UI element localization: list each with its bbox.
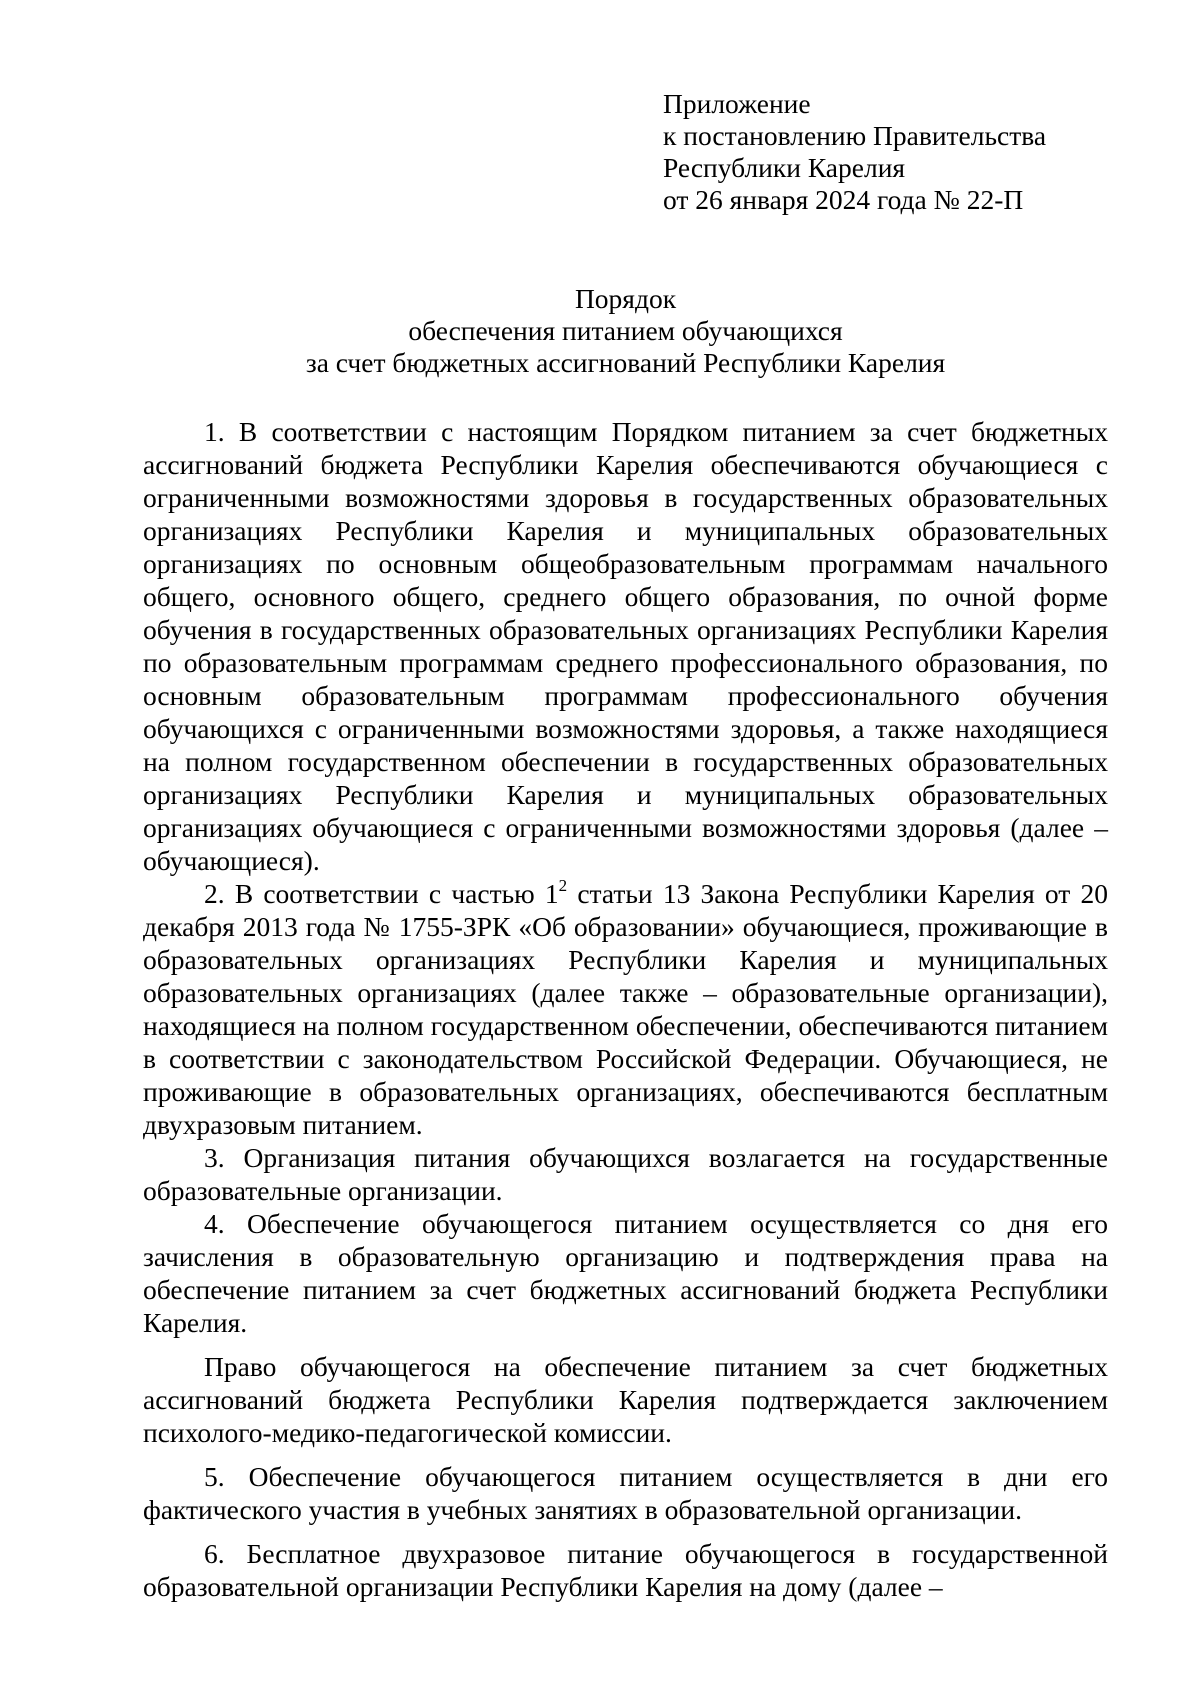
document-title (143, 283, 1108, 379)
title-line-2: обеспечения питанием обучающихся (408, 315, 843, 346)
paragraph-3: 3. Организация питания обучающихся возлагается на государственные образовательные организации. (143, 1142, 1108, 1206)
approval-line-3: Республики Карелия (663, 152, 906, 183)
approval-line-4: от 26 января 2024 года № 22-П (663, 184, 1024, 215)
paragraph-6: 6. Бесплатное двухразовое питание обучающегося в государственной образовательной организации Республики Карелия на дому (далее – (143, 1538, 1108, 1602)
paragraph-5: 5. Обеспечение обучающегося питанием осуществляется в дни его фактического участия в учебных занятиях в образовательной организации. (143, 1461, 1108, 1525)
paragraph-2-superscript: 2 (558, 876, 568, 895)
title-line-1: Порядок (574, 283, 677, 314)
approval-line-1: Приложение (663, 88, 811, 119)
paragraph-4-continuation: Право обучающегося на обеспечение питанием за счет бюджетных ассигнований бюджета Республики Карелия подтверждается заключением психолого-медико-педагогической комиссии. (143, 1351, 1108, 1448)
paragraph-4: 4. Обеспечение обучающегося питанием осуществляется со дня его зачисления в образовательную организацию и подтверждения права на обеспечение питанием за счет бюджетных ассигнований бюджета Республики Карелия. (143, 1208, 1108, 1338)
approval-stamp-block (663, 88, 1143, 216)
paragraph-2 (143, 877, 1108, 1141)
title-line-3: за счет бюджетных ассигнований Республики Карелия (305, 347, 946, 378)
paragraph-2-start: 2. В соответствии с частью 1 (204, 878, 559, 909)
document-body (143, 415, 1108, 1603)
paragraph-2-rest: статьи 13 Закона Республики Карелия от 20 декабря 2013 года № 1755-ЗРК «Об образовании» обучающиеся, проживающие в образовательных организациях Республики Карелия и муниципальных образовательных организациях (далее также – образовательные организации), находящиеся на полном государственном обеспечении, обеспечиваются питанием в соответствии с законодательством Российской Федерации. Обучающиеся, не проживающие в образовательных организациях, обеспечиваются бесплатным двухразовым питанием. (143, 878, 1109, 1140)
paragraph-1: 1. В соответствии с настоящим Порядком питанием за счет бюджетных ассигнований бюджета Республики Карелия обеспечиваются обучающиеся с ограниченными возможностями здоровья в государственных образовательных организациях Республики Карелия и муниципальных образовательных организациях по основным общеобразовательным программам начального общего, основного общего, среднего общего образования, по очной форме обучения в государственных образовательных организациях Республики Карелия по образовательным программам среднего профессионального образования, по основным образовательным программам профессионального обучения обучающихся с ограниченными возможностями здоровья, а также находящиеся на полном государственном обеспечении в государственных образовательных организациях Республики Карелия и муниципальных образовательных организациях обучающиеся с ограниченными возможностями здоровья (далее – обучающиеся). (143, 416, 1108, 876)
approval-line-2: к постановлению Правительства (663, 120, 1047, 151)
